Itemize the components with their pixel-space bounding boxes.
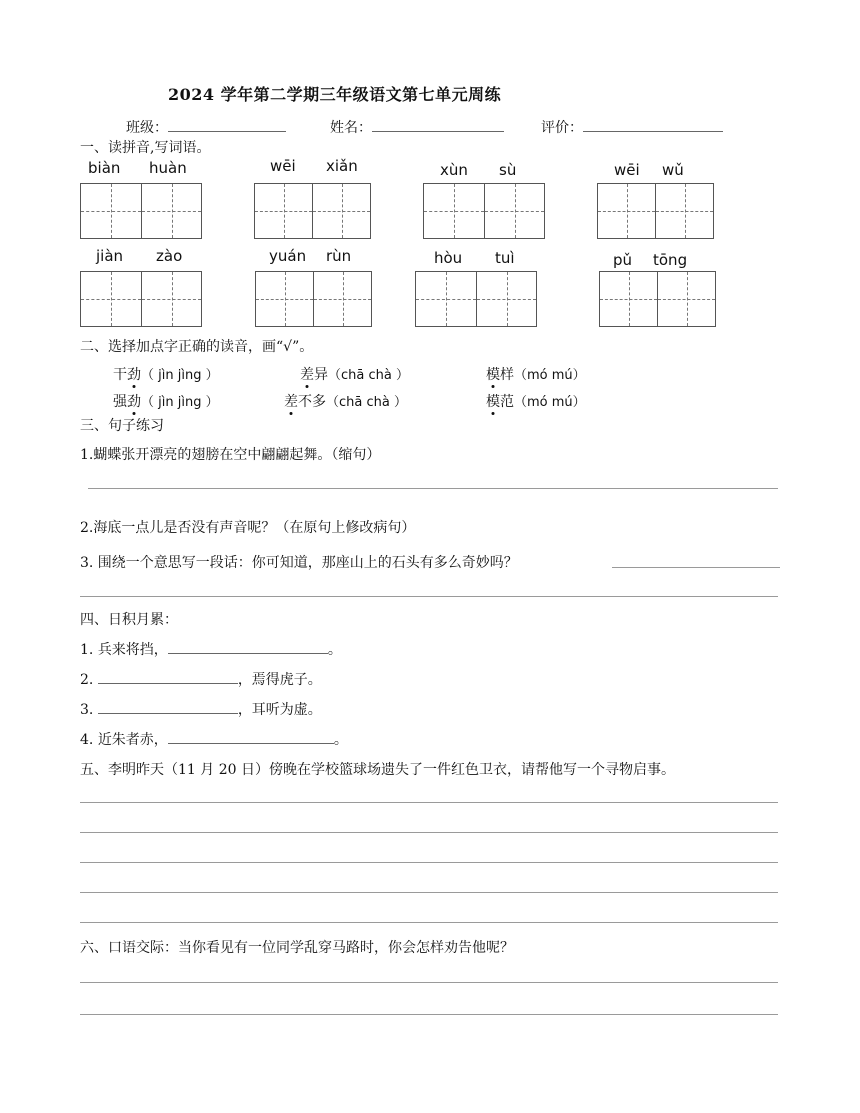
fill-item[interactable]: 4. 近朱者赤， 。: [80, 729, 348, 749]
answer-line[interactable]: [80, 802, 778, 803]
page-title: 2024 学年第二学期三年级语文第七单元周练: [168, 85, 502, 104]
dotted-char: 模: [486, 394, 500, 410]
pinyin-options: （ jìn jìng ）: [141, 395, 219, 410]
blank[interactable]: [168, 729, 334, 744]
section1-heading: 一、读拼音,写词语。: [80, 140, 211, 156]
choice-item[interactable]: 差异（chā chà ）: [300, 367, 409, 383]
pinyin-options: （chā chà ）: [326, 395, 407, 410]
choice-item[interactable]: 干劲（ jìn jìng ）: [113, 367, 219, 383]
pinyin-8a: pǔ: [613, 251, 633, 269]
writing-grid[interactable]: [254, 183, 371, 239]
answer-line[interactable]: [80, 862, 778, 863]
fill-item[interactable]: 3. ，耳听为虚。: [80, 699, 322, 719]
pinyin-5a: jiàn: [96, 247, 124, 265]
pinyin-1a: biàn: [88, 159, 121, 177]
eval-field[interactable]: [541, 117, 723, 137]
pinyin-options: （mó mú）: [514, 395, 586, 410]
dotted-char: 劲: [127, 394, 141, 410]
fill-item[interactable]: 1. 兵来将挡， 。: [80, 639, 342, 659]
section4-heading: 四、日积月累：: [80, 612, 178, 628]
writing-grid[interactable]: [80, 271, 202, 327]
name-label: 姓名：: [330, 120, 372, 136]
pinyin-4a: wēi: [614, 161, 640, 179]
pinyin-options: （chā chà ）: [328, 368, 409, 383]
blank[interactable]: [168, 639, 328, 654]
pinyin-5b: zào: [156, 247, 183, 265]
dotted-char: 差: [284, 394, 298, 410]
question-3-2: 2.海底一点儿是否没有声音呢？（在原句上修改病句）: [80, 520, 416, 536]
pinyin-8b: tōng: [653, 251, 688, 269]
pinyin-2a: wēi: [270, 157, 296, 175]
answer-line[interactable]: [80, 596, 778, 597]
dotted-char: 模: [486, 367, 500, 383]
pinyin-4b: wǔ: [662, 161, 684, 179]
fill-item[interactable]: 2. ，焉得虎子。: [80, 669, 322, 689]
pinyin-1b: huàn: [149, 159, 187, 177]
choice-item[interactable]: 强劲（ jìn jìng ）: [113, 394, 219, 410]
writing-grid[interactable]: [80, 183, 202, 239]
section5-heading: 五、李明昨天（11 月 20 日）傍晚在学校篮球场遗失了一件红色卫衣，请帮他写一个寻物启事。: [80, 762, 675, 778]
writing-grid[interactable]: [597, 183, 714, 239]
choice-item[interactable]: 差不多（chā chà ）: [284, 394, 407, 410]
dotted-char: 劲: [127, 367, 141, 383]
pinyin-6b: rùn: [326, 247, 352, 265]
answer-line[interactable]: [612, 567, 780, 568]
writing-grid[interactable]: [423, 183, 545, 239]
name-field[interactable]: [330, 117, 504, 137]
pinyin-options: （ jìn jìng ）: [141, 368, 219, 383]
writing-grid[interactable]: [599, 271, 716, 327]
pinyin-7b: tuì: [495, 249, 515, 267]
choice-item[interactable]: 模样（mó mú）: [486, 367, 586, 383]
eval-label: 评价：: [541, 120, 583, 136]
answer-line[interactable]: [80, 922, 778, 923]
answer-line[interactable]: [88, 488, 778, 489]
pinyin-7a: hòu: [434, 249, 463, 267]
question-3-1: 1.蝴蝶张开漂亮的翅膀在空中翩翩起舞。（缩句）: [80, 447, 381, 463]
blank[interactable]: [98, 669, 238, 684]
section6-heading: 六、口语交际：当你看见有一位同学乱穿马路时，你会怎样劝告他呢？: [80, 940, 514, 956]
writing-grid[interactable]: [415, 271, 537, 327]
answer-line[interactable]: [80, 1014, 778, 1015]
class-label: 班级：: [126, 120, 168, 136]
pinyin-6a: yuán: [269, 247, 307, 265]
answer-line[interactable]: [80, 892, 778, 893]
pinyin-3a: xùn: [440, 161, 468, 179]
question-3-3: 3. 围绕一个意思写一段话：你可知道，那座山上的石头有多么奇妙吗？: [80, 555, 518, 571]
answer-line[interactable]: [80, 982, 778, 983]
blank[interactable]: [98, 699, 238, 714]
choice-item[interactable]: 模范（mó mú）: [486, 394, 586, 410]
pinyin-3b: sù: [499, 161, 517, 179]
section2-heading: 二、选择加点字正确的读音，画“√”。: [80, 339, 314, 355]
section3-heading: 三、句子练习: [80, 418, 164, 434]
answer-line[interactable]: [80, 832, 778, 833]
pinyin-2b: xiǎn: [326, 157, 358, 175]
class-field[interactable]: [126, 117, 286, 137]
dotted-char: 差: [300, 367, 314, 383]
writing-grid[interactable]: [255, 271, 372, 327]
pinyin-options: （mó mú）: [514, 368, 586, 383]
